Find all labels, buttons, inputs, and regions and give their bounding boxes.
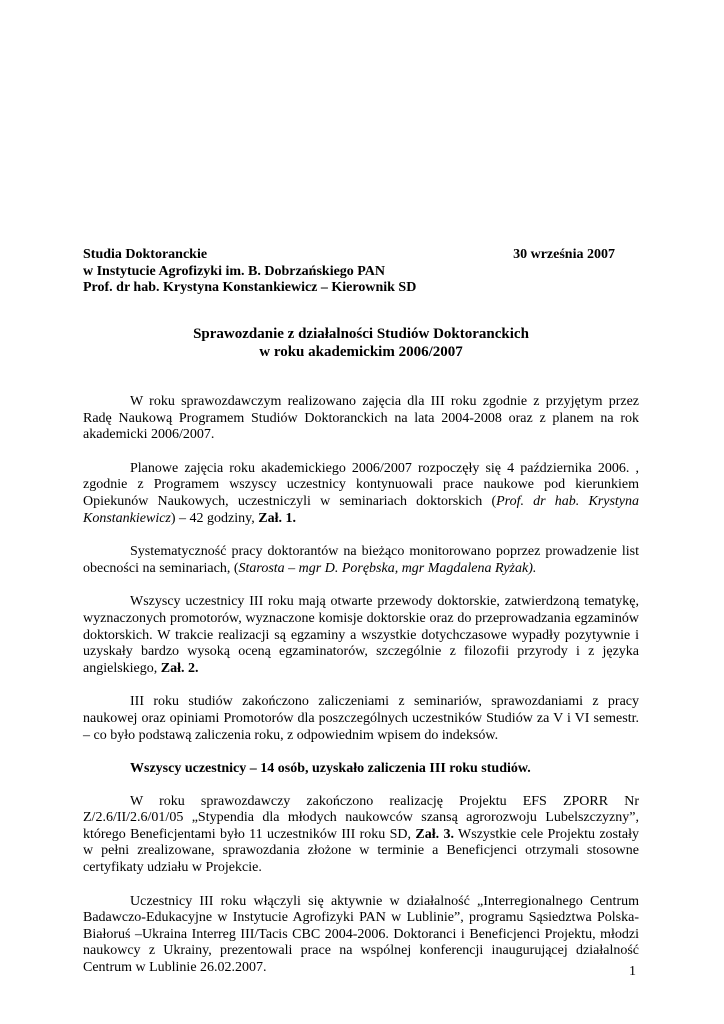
- paragraph-1: W roku sprawozdawczym realizowano zajęcia dla III roku zgodnie z przyjętym przez Radę Naukową Programem Studiów Doktoranckich na lata 2004-2008 oraz z planem na rok akademicki 2006/2007.: [83, 394, 639, 443]
- paragraph-2-text: Planowe zajęcia roku akademickiego 2006/2007 rozpoczęły się 4 października 2006. , zgodnie z Programem wszyscy uczestnicy kontynuowali prace naukowe pod kierunkiem Opiekunów Naukowych, uczestniczyli w seminariach doktorskich (: [83, 460, 639, 509]
- letter-header: [83, 247, 615, 297]
- paragraph-2-text-b: ) – 42 godziny,: [170, 510, 259, 526]
- header-institution-line: Studia Doktoranckie: [83, 247, 208, 262]
- paragraph-2-attachment: Zał. 1.: [258, 510, 296, 526]
- paragraph-7: [83, 794, 639, 877]
- header-institute-line: w Instytucie Agrofizyki im. B. Dobrzańskiego PAN: [83, 263, 386, 279]
- paragraph-6: [83, 761, 639, 778]
- paragraph-3-italic: Starosta – mgr D. Porębska, mgr Magdalena Ryżak).: [238, 560, 537, 576]
- paragraph-7-attachment: Zał. 3.: [415, 826, 454, 842]
- page-number: 1: [629, 964, 636, 979]
- paragraph-4-attachment: Zał. 2.: [160, 660, 199, 676]
- paragraph-8: Uczestnicy III roku włączyli się aktywnie w działalność „Interregionalnego Centrum Badawczo-Edukacyjne w Instytucie Agrofizyki PAN w Lublinie”, programu Sąsiedztwa Polska-Białoruś –Ukraina Interreg III/Tacis CBC 2004-2006. Doktoranci i Beneficjenci Projektu, młodzi naukowcy z Ukrainy, prezentowali prace na wspólnej konferencji inaugurującej działalność Centrum w Lublinie 26.02.2007.: [83, 893, 639, 976]
- document-body: [83, 394, 639, 994]
- paragraph-6-bold: Wszyscy uczestnicy – 14 osób, uzyskało zaliczenia III roku studiów.: [130, 761, 531, 777]
- title-line-1: Sprawozdanie z działalności Studiów Doktoranckich: [193, 326, 529, 342]
- paragraph-4-text: Wszyscy uczestnicy III roku mają otwarte przewody doktorskie, zatwierdzoną tematykę, wyznaczonych promotorów, wyznaczone komisje doktorskie oraz do przeprowadzania egzaminów doktorskich. W trakcie realizacji są egzaminy a wszystkie dotychczasowe wypadły pozytywnie i uzyskały bardzo wysoką oceną egzaminatorów, szczególnie z filozofii przyrody i z języka angielskiego,: [83, 594, 639, 676]
- paragraph-3-text: Systematyczność pracy doktorantów na bieżąco monitorowano poprzez prowadzenie list obecności na seminariach, (: [83, 544, 639, 576]
- header-date: 30 września 2007: [513, 247, 615, 262]
- paragraph-7-text: W roku sprawozdawczy zakończono realizację Projektu EFS ZPORR Nr Z/2.6/II/2.6/01/05 „Stypendia dla młodych naukowców szansą agrorozwoju Lubelszczyzny”, którego Beneficjentami było 11 uczestników III roku SD,: [83, 793, 639, 842]
- paragraph-5: III roku studiów zakończono zaliczeniami z seminariów, sprawozdaniami z pracy naukowej oraz opiniami Promotorów dla poszczególnych uczestników Studiów za V i VI semestr. – co było podstawą zaliczenia roku, z odpowiednim wpisem do indeksów.: [83, 694, 639, 743]
- title-line-2: w roku akademickim 2006/2007: [259, 343, 463, 360]
- paragraph-2: [83, 461, 639, 527]
- paragraph-4: [83, 594, 639, 677]
- document-title: [83, 326, 639, 361]
- paragraph-3: [83, 544, 639, 577]
- paragraph-7-text-b: Wszystkie cele Projektu zostały w pełni zrealizowane, sprawozdania złożone w terminie a Beneficjenci otrzymali stosowne certyfikaty udziału w Projekcie.: [83, 826, 639, 876]
- header-head-line: Prof. dr hab. Krystyna Konstankiewicz – Kierownik SD: [83, 280, 417, 296]
- paragraph-2-italic: Prof. dr hab. Krystyna Konstankiewicz: [83, 493, 640, 526]
